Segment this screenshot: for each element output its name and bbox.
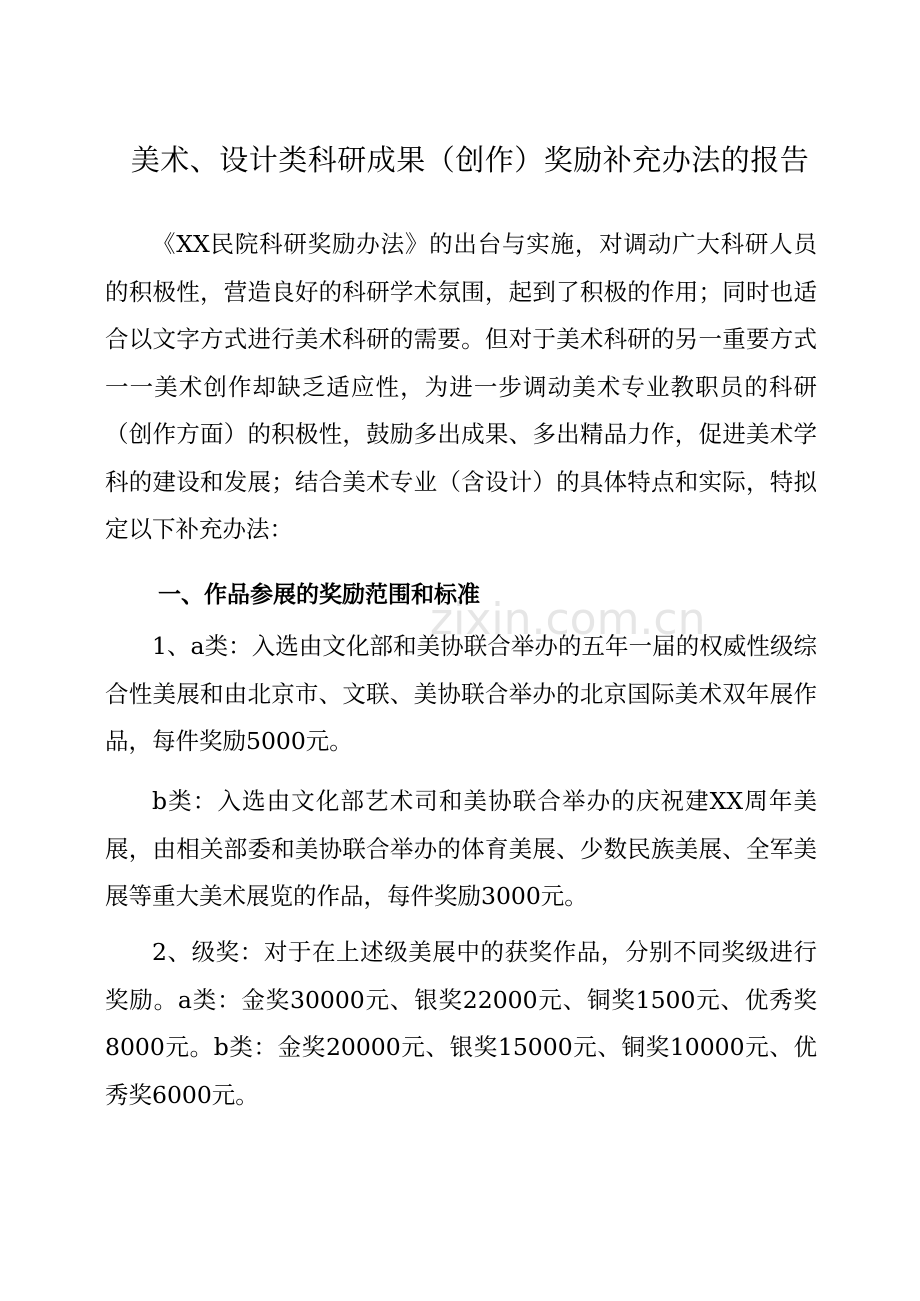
item-1b-paragraph: b类：入选由文化部艺术司和美协联合举办的庆祝建XX周年美展，由相关部委和美协联合举办的体育美展、少数民族美展、全军美展等重大美术展览的作品，每件奖励3000元。 [105, 787, 817, 910]
item-1a-paragraph: 1、a类：入选由文化部和美协联合举办的五年一届的权威性级综合性美展和由北京市、文联、美协联合举办的北京国际美术双年展作品，每件奖励5000元。 [105, 632, 817, 755]
watermark: zixin.com.cn [430, 594, 706, 645]
item-2-paragraph: 2、级奖：对于在上述级美展中的获奖作品，分别不同奖级进行奖励。a类：金奖30000元、银奖22000元、铜奖1500元、优秀奖8000元。b类：金奖20000元、银奖15000元、铜奖10000元、优秀奖6000元。 [105, 938, 817, 1109]
section-1-heading: 一、作品参展的奖励范围和标准 [158, 582, 480, 608]
intro-paragraph: 《XX民院科研奖励办法》的出台与实施，对调动广大科研人员的积极性，营造良好的科研学术氛围，起到了积极的作用；同时也适合以文字方式进行美术科研的需要。但对于美术科研的另一重要方式一一美术创作却缺乏适应性，为进一步调动美术专业教职员的科研（创作方面）的积极性，鼓励多出成果、多出精品力作，促进美术学科的建设和发展；结合美术专业（含设计）的具体特点和实际，特拟定以下补充办法： [105, 230, 817, 543]
document-title: 美术、设计类科研成果（创作）奖励补充办法的报告 [130, 143, 810, 177]
